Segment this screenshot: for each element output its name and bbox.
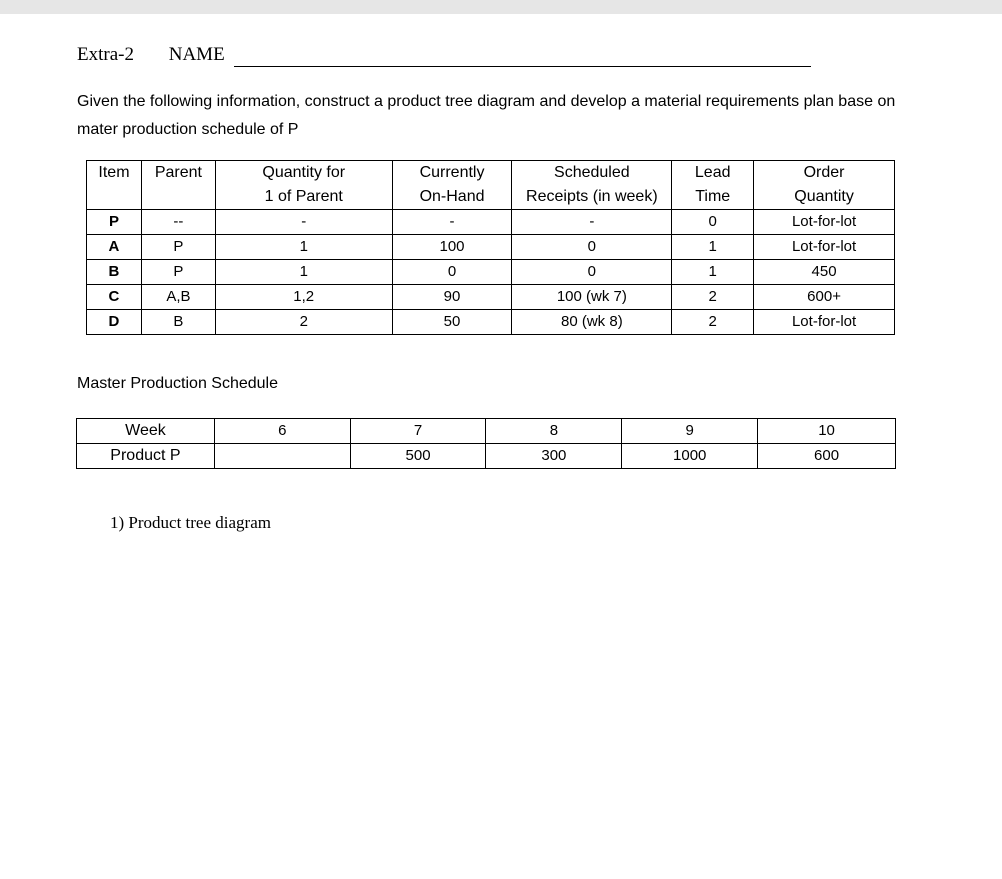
table-cell: 100 (wk 7) xyxy=(512,285,672,310)
table-cell: Lot-for-lot xyxy=(754,310,895,335)
document-header xyxy=(77,44,225,66)
column-header-line1: Currently xyxy=(419,164,485,181)
column-header xyxy=(215,161,392,210)
column-header-line1: Scheduled xyxy=(554,164,630,181)
mps-week-row xyxy=(77,419,896,444)
table-cell: 2 xyxy=(672,310,754,335)
column-header xyxy=(141,161,215,210)
table-cell: 1 xyxy=(215,260,392,285)
column-header xyxy=(392,161,512,210)
table-row xyxy=(87,235,895,260)
week-number-cell: 10 xyxy=(758,419,896,444)
name-label: NAME xyxy=(168,44,225,65)
table-cell: Lot-for-lot xyxy=(754,210,895,235)
table-cell: 90 xyxy=(392,285,512,310)
week-label: Week xyxy=(77,419,215,444)
column-header xyxy=(87,161,142,210)
table-cell: 1 xyxy=(672,235,754,260)
instructions-paragraph: Given the following information, construct a product tree diagram and develop a material requirements plan base on mater production schedule of P xyxy=(77,93,896,138)
quantity-cell: 1000 xyxy=(622,444,758,469)
week-number-cell: 7 xyxy=(350,419,486,444)
table-cell: 450 xyxy=(754,260,895,285)
column-header-line2 xyxy=(142,185,215,209)
column-header-line2: Receipts (in week) xyxy=(526,188,658,205)
table-cell: 2 xyxy=(672,285,754,310)
table-cell: P xyxy=(141,260,215,285)
table-cell: 50 xyxy=(392,310,512,335)
table-cell: D xyxy=(87,310,142,335)
question-product-tree: 1) Product tree diagram xyxy=(110,513,271,532)
column-header-line2: On-Hand xyxy=(419,188,485,205)
table-cell: 0 xyxy=(512,235,672,260)
table-cell: -- xyxy=(141,210,215,235)
table-cell: 80 (wk 8) xyxy=(512,310,672,335)
top-toolbar-strip xyxy=(0,0,1002,14)
quantity-cell: 500 xyxy=(350,444,486,469)
column-header-line2: Quantity xyxy=(794,188,854,205)
table-cell: 0 xyxy=(392,260,512,285)
table-cell: - xyxy=(512,210,672,235)
table-cell: 1 xyxy=(672,260,754,285)
table-cell: 100 xyxy=(392,235,512,260)
column-header-line2: 1 of Parent xyxy=(264,188,343,205)
column-header-line1: Lead xyxy=(694,164,731,181)
master-production-schedule-table xyxy=(76,418,896,469)
column-header-line1: Order xyxy=(803,164,845,181)
table-cell: - xyxy=(215,210,392,235)
column-header xyxy=(754,161,895,210)
quantity-cell: 600 xyxy=(758,444,896,469)
column-header-line1: Parent xyxy=(154,164,202,181)
column-header-line1: Quantity for xyxy=(262,164,346,181)
product-label: Product P xyxy=(77,444,215,469)
table-cell: - xyxy=(392,210,512,235)
week-number-cell: 8 xyxy=(486,419,622,444)
column-header-line1: Item xyxy=(98,164,130,181)
table-cell: 0 xyxy=(512,260,672,285)
exercise-code: Extra-2 xyxy=(77,44,134,65)
table-cell: 0 xyxy=(672,210,754,235)
table-row xyxy=(87,210,895,235)
table-cell: 2 xyxy=(215,310,392,335)
table-cell: 600+ xyxy=(754,285,895,310)
week-number-cell: 6 xyxy=(214,419,350,444)
column-header-line2: Time xyxy=(695,188,731,205)
mps-title: Master Production Schedule xyxy=(77,375,278,392)
table-cell: 1 xyxy=(215,235,392,260)
table-cell: 1,2 xyxy=(215,285,392,310)
table-cell: C xyxy=(87,285,142,310)
table-row xyxy=(87,260,895,285)
table-cell: A xyxy=(87,235,142,260)
quantity-cell: 300 xyxy=(486,444,622,469)
mrp-data-table xyxy=(86,160,895,335)
table-cell: B xyxy=(87,260,142,285)
table-cell: P xyxy=(141,235,215,260)
column-header-line2 xyxy=(87,185,141,209)
week-number-cell: 9 xyxy=(622,419,758,444)
column-header xyxy=(512,161,672,210)
column-header xyxy=(672,161,754,210)
table-cell: P xyxy=(87,210,142,235)
mps-quantity-row xyxy=(77,444,896,469)
table-cell: Lot-for-lot xyxy=(754,235,895,260)
table-row xyxy=(87,285,895,310)
table-row xyxy=(87,310,895,335)
quantity-cell xyxy=(214,444,350,469)
table-header-row xyxy=(87,161,895,210)
table-cell: B xyxy=(141,310,215,335)
name-blank-line[interactable] xyxy=(234,66,811,67)
table-cell: A,B xyxy=(141,285,215,310)
